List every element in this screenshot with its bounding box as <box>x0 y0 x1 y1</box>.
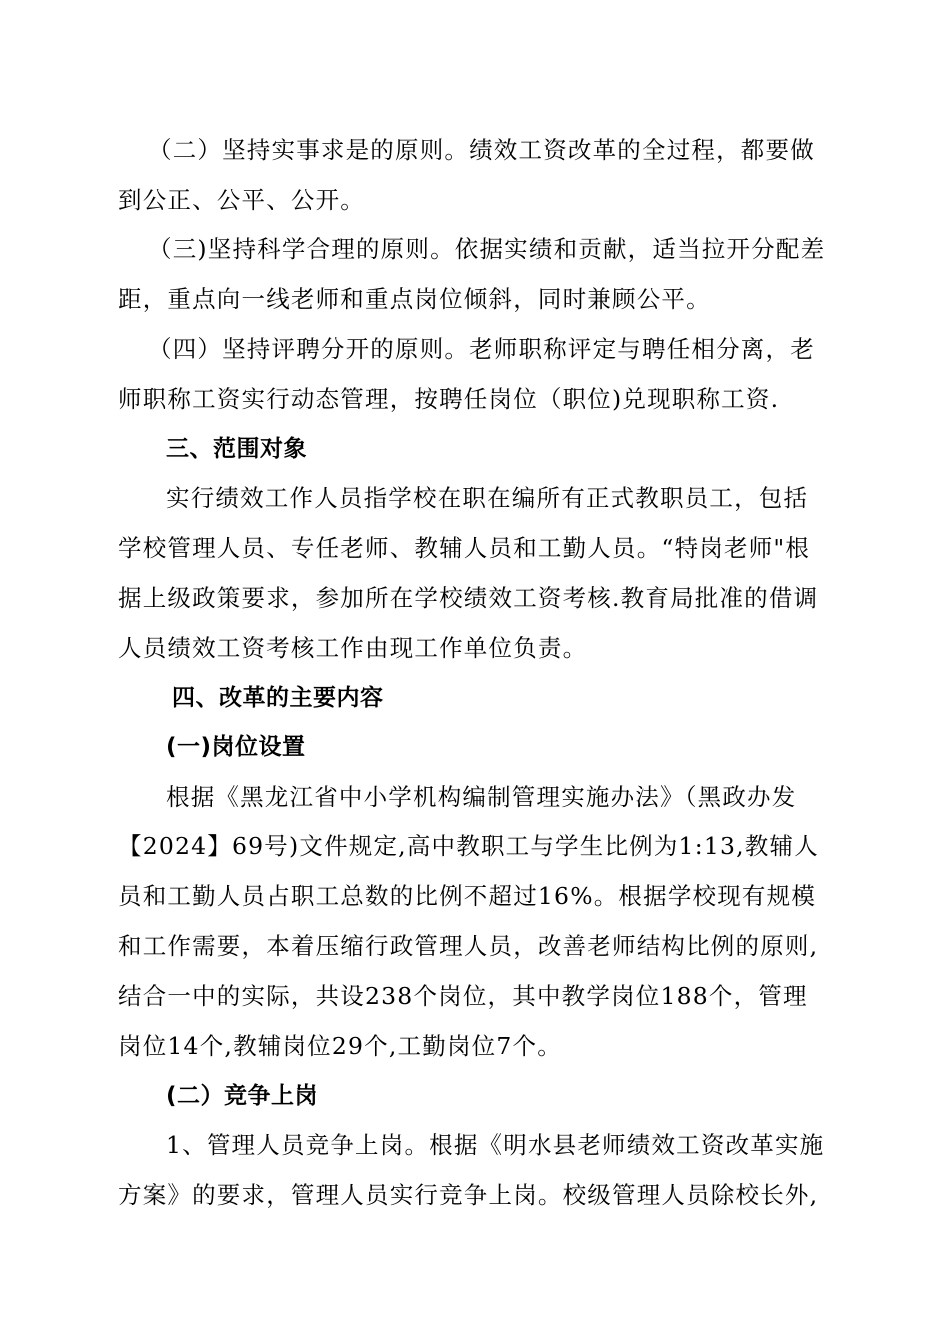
paragraph-line: 员和工勤人员占职工总数的比例不超过16%。根据学校现有规模 <box>118 882 817 910</box>
paragraph-line: 人员绩效工资考核工作由现工作单位负责。 <box>118 634 588 662</box>
paragraph-line: 【2024】69号)文件规定,高中教职工与学生比例为1:13,教辅人 <box>118 832 819 860</box>
paragraph-line: （四）坚持评聘分开的原则。老师职称评定与聘任相分离，老 <box>148 335 815 363</box>
section-heading: 三、范围对象 <box>166 436 307 462</box>
paragraph-line: 和工作需要，本着压缩行政管理人员，改善老师结构比例的原则, <box>118 932 819 960</box>
paragraph-line: 方案》的要求，管理人员实行竞争上岗。校级管理人员除校长外, <box>118 1181 819 1209</box>
paragraph-line: 岗位14个,教辅岗位29个,工勤岗位7个。 <box>118 1032 562 1060</box>
paragraph-line: 师职称工资实行动态管理，按聘任岗位（职位)兑现职称工资. <box>118 385 780 413</box>
section-heading: 四、改革的主要内容 <box>172 685 384 711</box>
paragraph-line: 距，重点向一线老师和重点岗位倾斜，同时兼顾公平。 <box>118 285 711 313</box>
paragraph-line: （二）坚持实事求是的原则。绩效工资改革的全过程，都要做 <box>148 136 815 164</box>
paragraph-line: 根据《黑龙江省中小学机构编制管理实施办法》（黑政办发 <box>166 783 797 811</box>
paragraph-line: 1、管理人员竞争上岗。根据《明水县老师绩效工资改革实施 <box>166 1131 825 1159</box>
subsection-heading: (一)岗位设置 <box>166 734 306 760</box>
paragraph-line: 结合一中的实际，共设238个岗位，其中教学岗位188个，管理 <box>118 982 808 1010</box>
paragraph-line: 实行绩效工作人员指学校在职在编所有正式教职员工，包括 <box>166 484 809 512</box>
paragraph-line: 到公正、公平、公开。 <box>118 186 365 214</box>
paragraph-line: 据上级政策要求，参加所在学校绩效工资考核.教育局批准的借调 <box>118 584 819 612</box>
paragraph-line: （三)坚持科学合理的原则。依据实绩和贡献，适当拉开分配差 <box>148 235 826 263</box>
subsection-heading: (二）竞争上岗 <box>166 1083 319 1109</box>
paragraph-line: 学校管理人员、专任老师、教辅人员和工勤人员。“特岗老师"根 <box>118 534 811 562</box>
